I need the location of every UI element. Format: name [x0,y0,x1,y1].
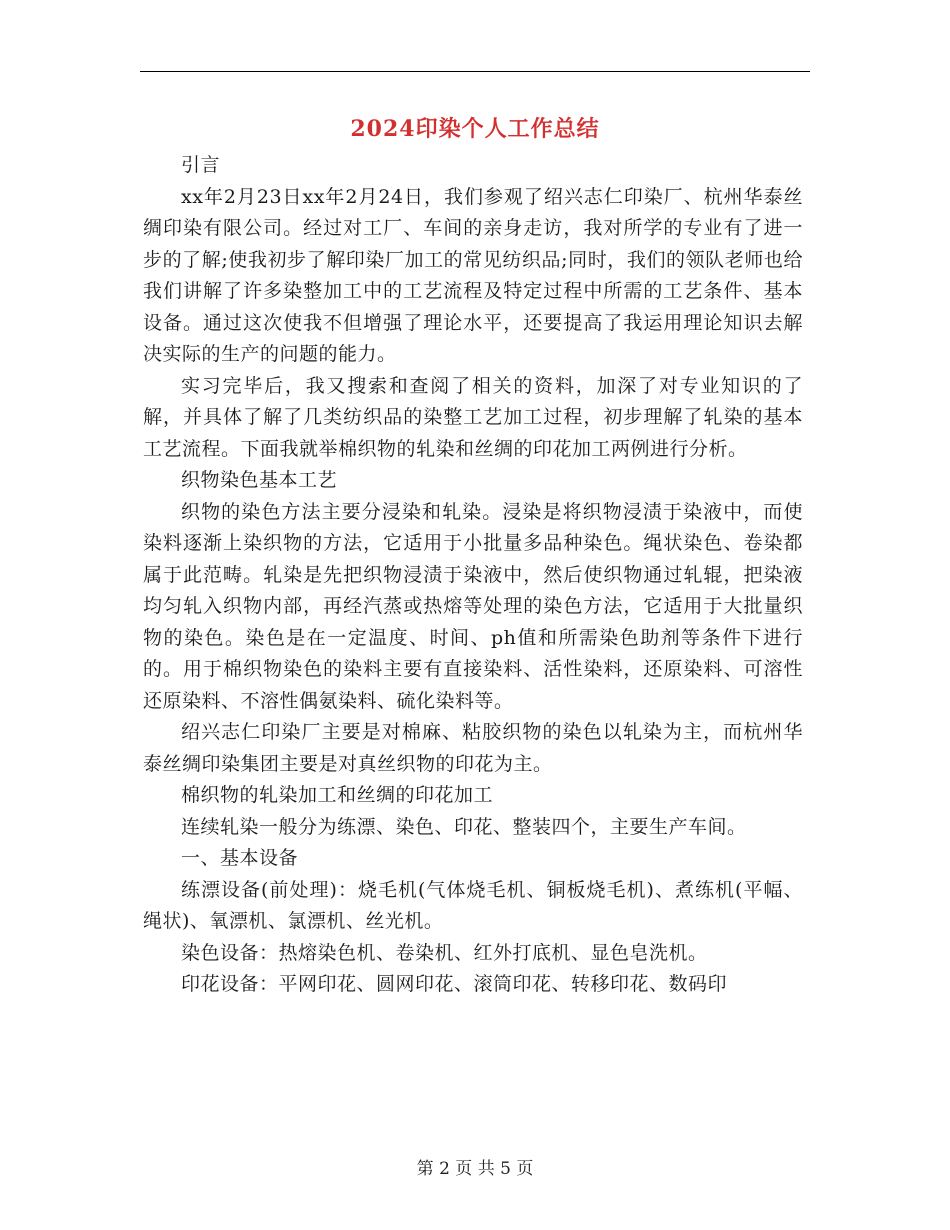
paragraph: xx年2月23日xx年2月24日，我们参观了绍兴志仁印染厂、杭州华泰丝绸印染有限公司。经过对工厂、车间的亲身走访，我对所学的专业有了进一步的了解;使我初步了解印染厂加工的常见纺织品;同时，我们的领队老师也给我们讲解了许多染整加工中的工艺流程及特定过程中所需的工艺条件、基本设备。通过这次使我不但增强了理论水平，还要提高了我运用理论知识去解决实际的生产的问题的能力。 [143,185,803,365]
section-heading: 织物染色基本工艺 [181,469,338,491]
page-label-prefix: 第 [416,1159,434,1179]
paragraph: 绍兴志仁印染厂主要是对棉麻、粘胶织物的染色以轧染为主，而杭州华泰丝绸印染集团主要是对真丝织物的印花为主。 [143,721,803,775]
page-label-suffix: 页 [516,1159,534,1179]
paragraph: 实习完毕后，我又搜索和查阅了相关的资料，加深了对专业知识的了解，并具体了解了几类纺织品的染整工艺加工过程，初步理解了轧染的基本工艺流程。下面我就举棉织物的轧染和丝绸的印花加工两例进行分析。 [143,374,803,460]
paragraph: 印花设备：平网印花、圆网印花、滚筒印花、转移印花、数码印 [181,973,728,995]
total-pages-number: 5 [500,1159,511,1179]
page-label-mid: 页 共 [455,1159,495,1179]
section-heading: 棉织物的轧染加工和丝绸的印花加工 [181,784,494,806]
paragraph: 连续轧染一般分为练漂、染色、印花、整装四个，主要生产车间。 [181,815,747,838]
current-page-number: 2 [439,1159,450,1179]
paragraph: 染色设备：热熔染色机、卷染机、红外打底机、显色皂洗机。 [181,941,708,964]
document-body [143,150,803,1001]
header-rule [140,71,810,72]
section-heading: 一、基本设备 [181,847,299,869]
paragraph: 织物的染色方法主要分浸染和轧染。浸染是将织物浸渍于染液中，而使染料逐渐上染织物的方法，它适用于小批量多品种染色。绳状染色、卷染都属于此范畴。轧染是先把织物浸渍于染液中，然后使织物通过轧辊，把染液均匀轧入织物内部，再经汽蒸或热熔等处理的染色方法，它适用于大批量织物的染色。染色是在一定温度、时间、ph值和所需染色助剂等条件下进行的。用于棉织物染色的染料主要有直接染料、活性染料，还原染料、可溶性还原染料、不溶性偶氨染料、硫化染料等。 [143,500,803,712]
page-footer [0,1154,950,1179]
document-title: 2024印染个人工作总结 [350,116,600,142]
paragraph: 练漂设备(前处理)：烧毛机(气体烧毛机、铜板烧毛机)、煮练机(平幅、绳状)、氧漂机、氯漂机、丝光机。 [143,878,803,932]
paragraph-intro-heading: 引言 [181,154,221,176]
